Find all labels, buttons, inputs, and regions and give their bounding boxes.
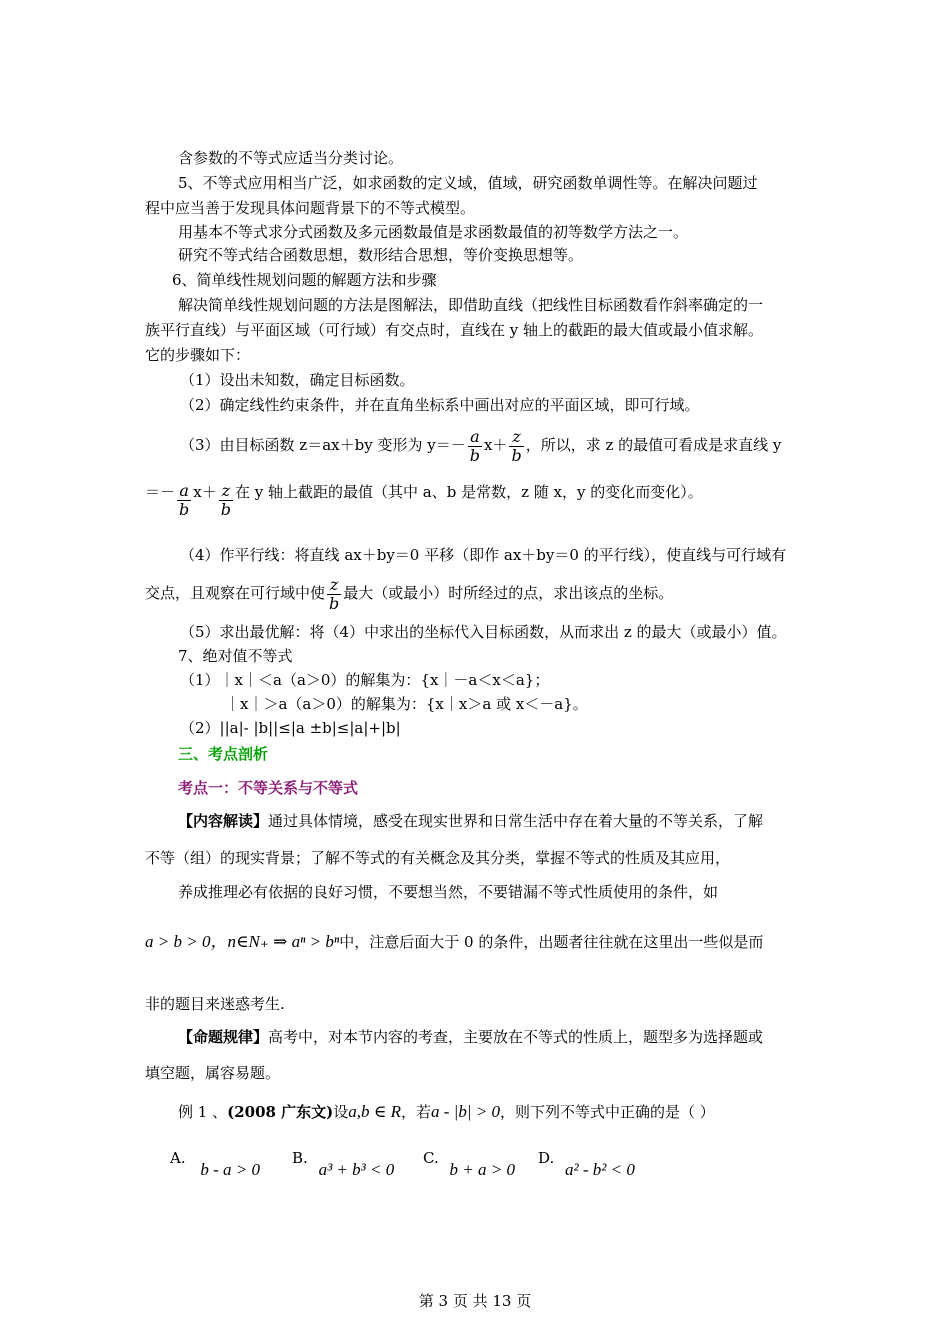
option-b: B. a³ + b³ < 0 — [292, 1149, 395, 1179]
step-5: （5）求出最优解：将（4）中求出的坐标代入目标函数，从而求出 z 的最大（或最小）值。 — [180, 623, 787, 641]
text-line: （1）｜x｜＜a（a＞0）的解集为：{x｜－a＜x＜a}； — [180, 671, 550, 689]
step-4-cont: 交点，且观察在可行域中使 $\frac{z}{b}$ 最大（或最小）时所经过的点，求出该点的坐标。 — [145, 574, 674, 613]
text-line: 族平行直线）与平面区域（可行域）有交点时，直线在 y 轴上的截距的最大值或最小值求解。 — [145, 321, 764, 339]
text-line: 它的步骤如下： — [145, 346, 251, 364]
paragraph-line: a > b > 0，n∈N₊ ⇒ aⁿ > bⁿ中，注意后面大于 0 的条件，出题者往往就在这里出一些似是而 — [145, 932, 764, 951]
text-line: 5、不等式应用相当广泛，如求函数的定义域，值域，研究函数单调性等。在解决问题过 — [178, 174, 758, 192]
text-line: 程中应当善于发现具体问题背景下的不等式模型。 — [145, 199, 476, 217]
paragraph-line: 填空题，属容易题。 — [145, 1064, 281, 1082]
fraction-z-b: $\frac{z}{b}$ — [511, 426, 522, 465]
fraction-a-b: $\frac{a}{b}$ — [179, 481, 190, 519]
text-line: 含参数的不等式应适当分类讨论。 — [178, 149, 404, 167]
text-line: ｜x｜＞a（a＞0）的解集为：{x｜x＞a 或 x＜－a}。 — [225, 695, 588, 713]
paragraph-line: 【命题规律】高考中，对本节内容的考查，主要放在不等式的性质上，题型多为选择题或 — [178, 1028, 764, 1046]
paragraph-line: 养成推理必有依据的良好习惯，不要想当然，不要错漏不等式性质使用的条件，如 — [178, 883, 719, 901]
step-2: （2）确定线性约束条件，并在直角坐标系中画出对应的平面区域，即可行域。 — [180, 396, 700, 414]
option-c: C. b + a > 0 — [423, 1149, 515, 1179]
step-4: （4）作平行线：将直线 ax＋by＝0 平移（即作 ax＋by＝0 的平行线），使直线与可行域有 — [180, 546, 787, 564]
paragraph-line: 【内容解读】通过具体情境，感受在现实世界和日常生活中存在着大量的不等关系，了解 — [178, 812, 764, 830]
paragraph-line: 不等（组）的现实背景；了解不等式的有关概念及其分类，掌握不等式的性质及其应用， — [145, 849, 731, 867]
option-d: D. a² - b² < 0 — [538, 1149, 635, 1179]
section-heading: 7、绝对值不等式 — [178, 647, 293, 665]
step-1: （1）设出未知数，确定目标函数。 — [180, 371, 415, 389]
step-3: （3）由目标函数 z＝ax＋by 变形为 y＝－ $\frac{a}{b}$ x＋ $\frac{z}{b}$ ，所以，求 z 的最值可看成是求直线 y — [180, 426, 782, 465]
text-line: 研究不等式结合函数思想，数形结合思想，等价变换思想等。 — [178, 246, 584, 264]
step-3-cont: ＝－ $\frac{a}{b}$ x＋ $\frac{z}{b}$ 在 y 轴上截距的最值（其中 a、b 是常数，z 随 x，y 的变化而变化）。 — [145, 481, 703, 519]
fraction-z-b: $\frac{z}{b}$ — [220, 481, 231, 519]
subsection-title: 考点一：不等关系与不等式 — [178, 779, 359, 797]
text-line: （2）||a|- |b||≤|a ±b|≤|a|+|b| — [180, 719, 401, 737]
example-question: 例 1 、(2008 广东文)设a,b ∈ R，若a - |b| > 0，则下列不等式中正确的是（ ） — [178, 1102, 715, 1121]
text-line: 解决简单线性规划问题的方法是图解法，即借助直线（把线性目标函数看作斜率确定的一 — [178, 296, 764, 314]
paragraph-line: 非的题目来迷惑考生. — [145, 995, 285, 1013]
text-line: 用基本不等式求分式函数及多元函数最值是求函数最值的初等数学方法之一。 — [178, 223, 689, 241]
page-footer: 第 3 页 共 13 页 — [418, 1292, 532, 1310]
fraction-a-b: $\frac{a}{b}$ — [469, 426, 480, 465]
fraction-z-b: $\frac{z}{b}$ — [329, 574, 340, 613]
section-title: 三、考点剖析 — [178, 745, 269, 763]
section-heading: 6、简单线性规划问题的解题方法和步骤 — [172, 271, 437, 289]
option-a: A. b - a > 0 — [170, 1149, 261, 1179]
